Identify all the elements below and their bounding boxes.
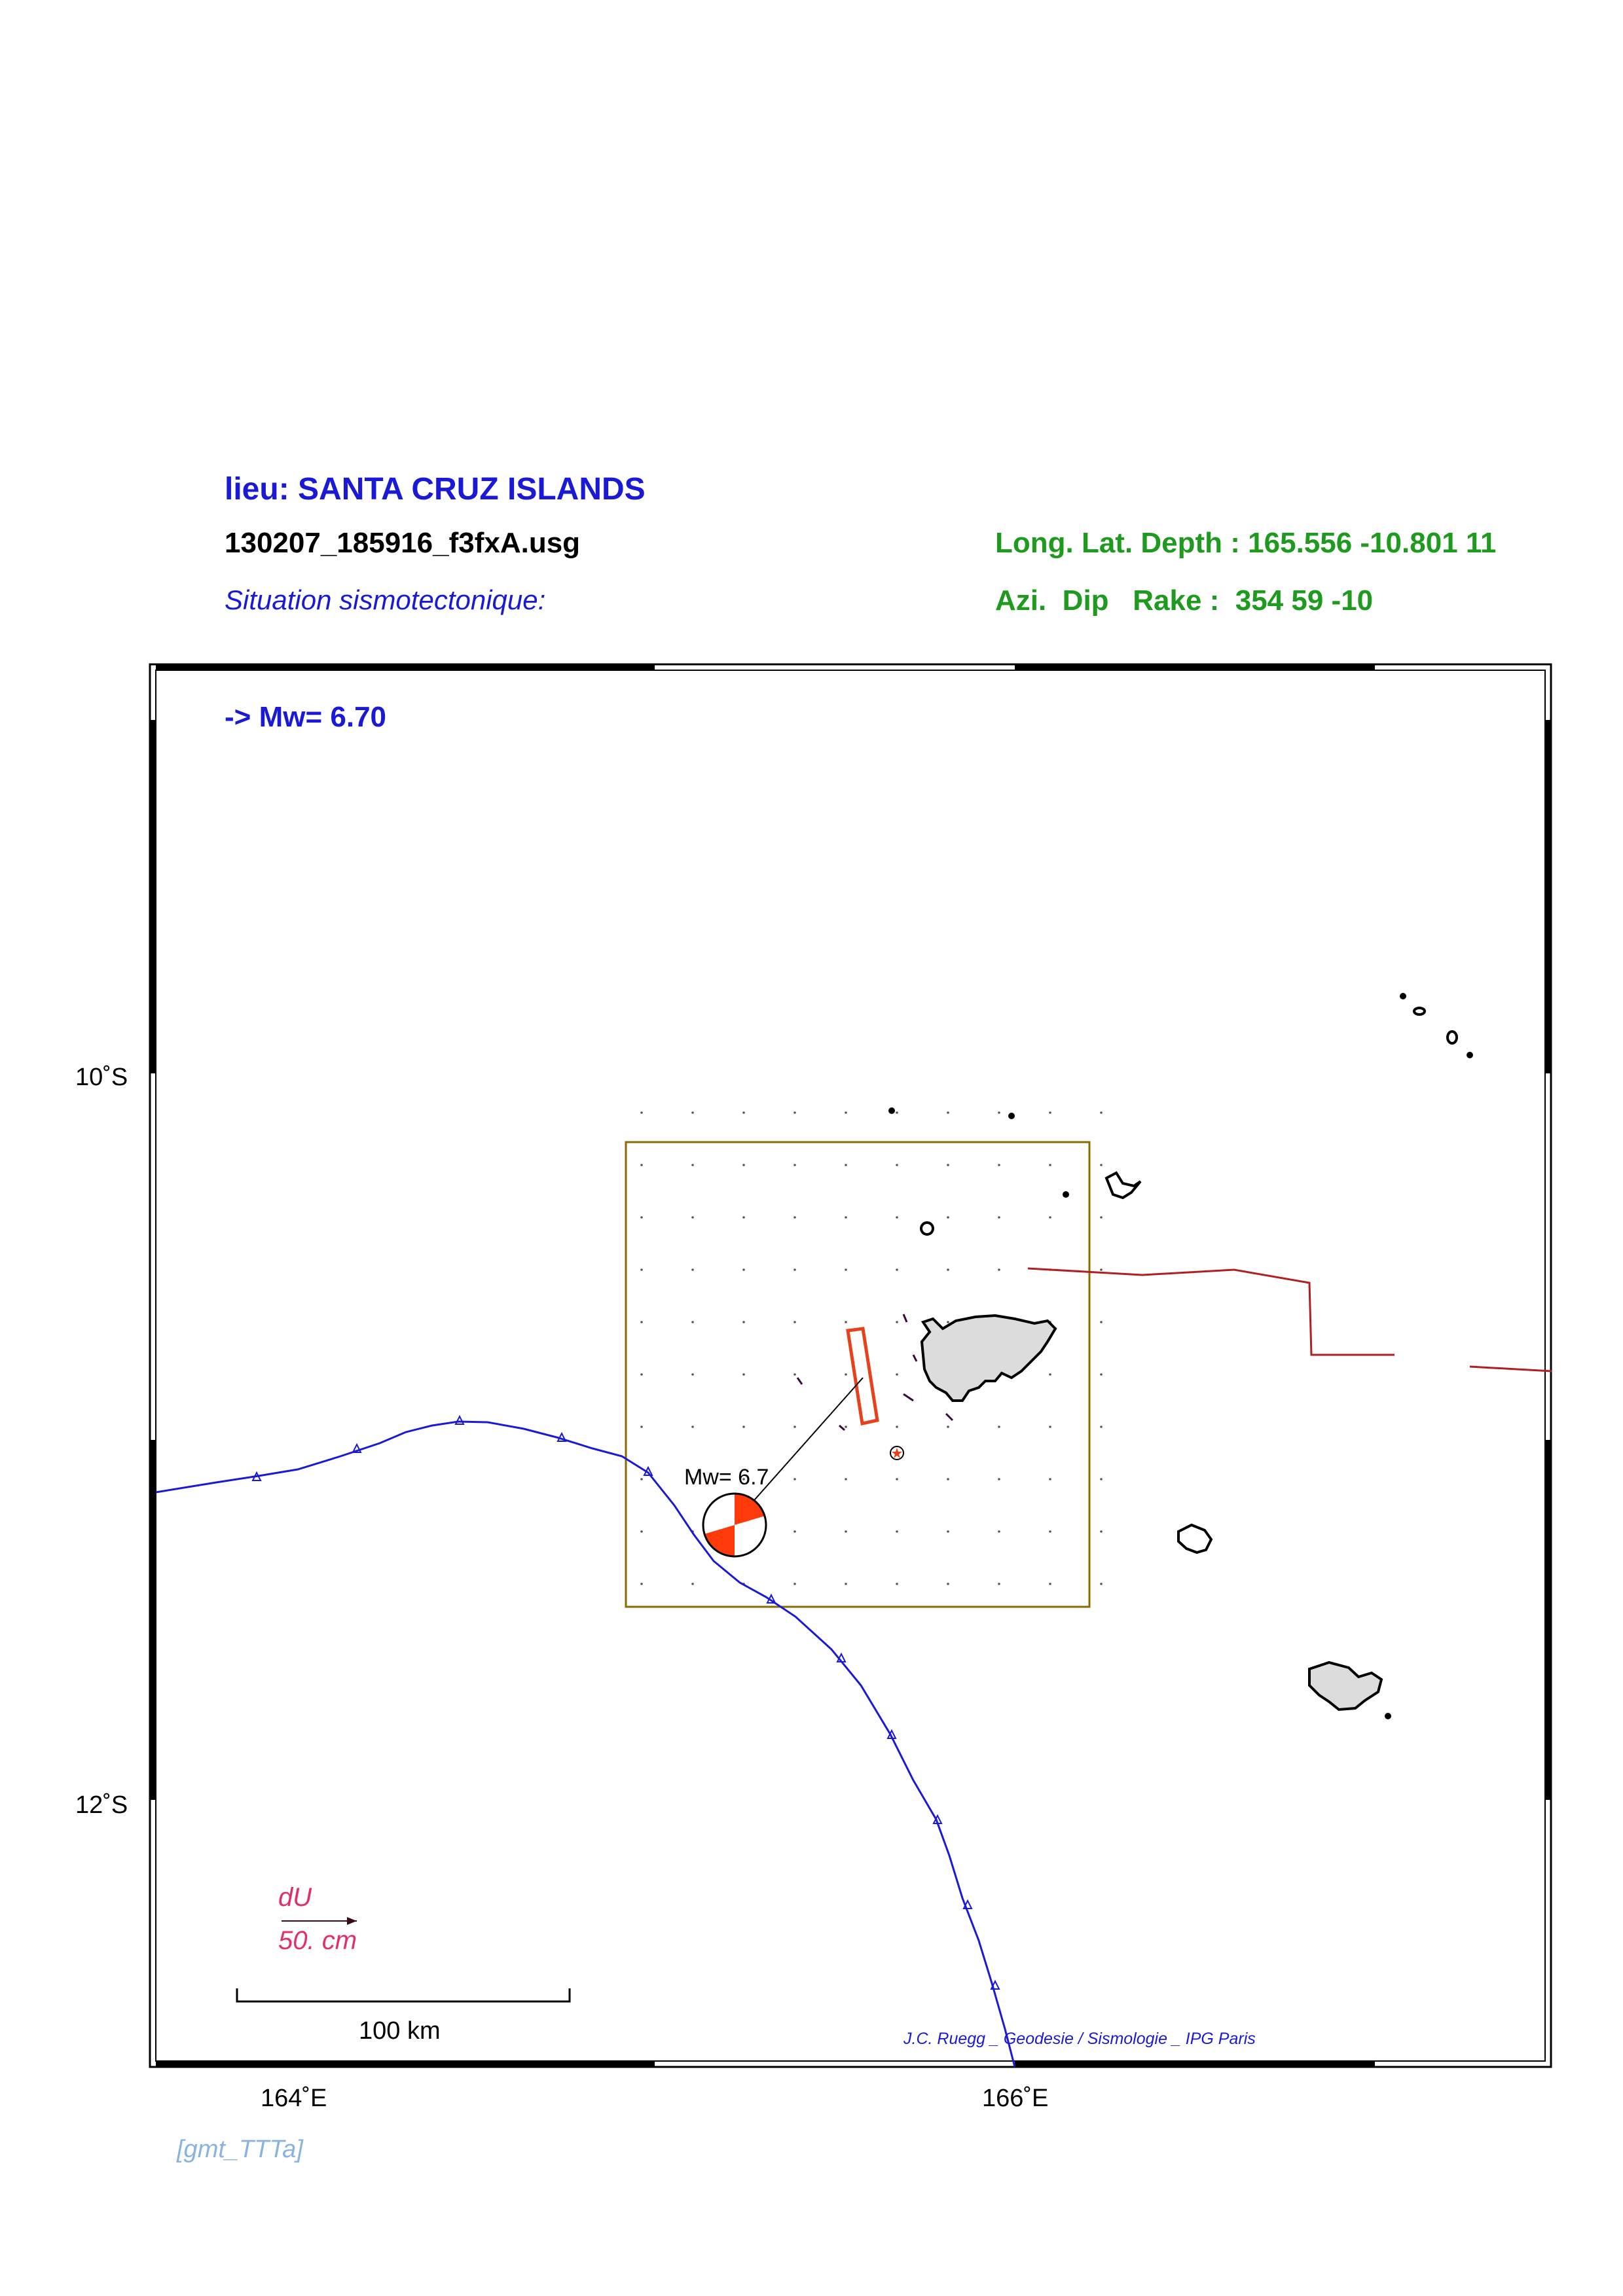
grid-point — [793, 1478, 796, 1480]
grid-point — [640, 1216, 643, 1219]
grid-point — [1100, 1164, 1103, 1166]
grid-point — [1049, 1111, 1051, 1114]
grid-point — [947, 1268, 949, 1271]
grid-point — [1100, 1111, 1103, 1114]
grid-point — [793, 1321, 796, 1323]
beachball-label: Mw= 6.7 — [684, 1465, 769, 1490]
grid-point — [793, 1530, 796, 1533]
lon-label-166e: 166˚E — [982, 2085, 1049, 2112]
grid-point — [691, 1583, 694, 1585]
grid-point — [845, 1216, 847, 1219]
grid-point — [998, 1583, 1000, 1585]
grid-point — [998, 1111, 1000, 1114]
grid-point — [742, 1426, 745, 1428]
grid-point — [896, 1426, 898, 1428]
grid-point — [742, 1164, 745, 1166]
grid-point — [1100, 1478, 1103, 1480]
grid-point — [793, 1373, 796, 1376]
displacement-vector — [946, 1414, 953, 1420]
mechanism-label: Azi. Dip Rake : 354 59 -10 — [995, 584, 1374, 617]
islet — [890, 1109, 894, 1113]
trench-triangle — [456, 1416, 464, 1424]
grid-point — [1049, 1478, 1051, 1480]
subduction-trench — [156, 1422, 1015, 2067]
grid-point — [742, 1268, 745, 1271]
islet — [1386, 1714, 1390, 1718]
grid-point — [947, 1426, 949, 1428]
displacement-vector — [797, 1378, 802, 1384]
grid-point — [1100, 1321, 1103, 1323]
utupua-island — [1178, 1525, 1211, 1552]
santa-cruz-island — [922, 1316, 1055, 1401]
grid-point — [793, 1111, 796, 1114]
grid-point — [793, 1268, 796, 1271]
grid-point — [947, 1216, 949, 1219]
ridge-line-east — [1470, 1367, 1552, 1371]
grid-point — [947, 1530, 949, 1533]
vector-component-label: dU — [278, 1883, 312, 1912]
grid-point — [793, 1583, 796, 1585]
grid-point — [896, 1478, 898, 1480]
grid-point — [640, 1426, 643, 1428]
location-title: lieu: SANTA CRUZ ISLANDS — [225, 472, 646, 507]
grid-point — [742, 1321, 745, 1323]
grid-point — [845, 1478, 847, 1480]
grid-point — [640, 1373, 643, 1376]
grid-point — [947, 1583, 949, 1585]
magnitude-label: -> Mw= 6.70 — [225, 701, 387, 733]
lat-label-12s: 12˚S — [75, 1791, 128, 1819]
grid-point — [896, 1164, 898, 1166]
displacement-vector — [913, 1355, 917, 1361]
focal-mechanism-beachball — [702, 1494, 767, 1556]
islet — [1010, 1114, 1013, 1118]
credit-label: J.C. Ruegg _ Geodesie / Sismologie _ IPG Paris — [903, 2030, 1256, 2048]
grid-point — [793, 1164, 796, 1166]
situation-label: Situation sismotectonique: — [225, 584, 546, 615]
grid-point — [845, 1111, 847, 1114]
displacement-vector — [903, 1394, 913, 1401]
grid-point — [896, 1111, 898, 1114]
grid-point — [896, 1321, 898, 1323]
lat-label-10s: 10˚S — [75, 1064, 128, 1091]
grid-point — [845, 1164, 847, 1166]
epicenter-star — [890, 1446, 903, 1460]
grid-point — [998, 1426, 1000, 1428]
grid-point — [640, 1111, 643, 1114]
islet — [1448, 1031, 1457, 1043]
grid-point — [947, 1111, 949, 1114]
grid-point — [691, 1216, 694, 1219]
grid-point — [640, 1164, 643, 1166]
grid-point — [691, 1321, 694, 1323]
grid-point — [845, 1530, 847, 1533]
scale-bar-label: 100 km — [359, 2017, 441, 2045]
fault-plane — [848, 1329, 877, 1424]
grid-point — [1100, 1373, 1103, 1376]
ridge-line — [1028, 1268, 1395, 1355]
grid-point — [691, 1111, 694, 1114]
grid-point — [1100, 1530, 1103, 1533]
grid-point — [640, 1321, 643, 1323]
grid-point — [1049, 1426, 1051, 1428]
lon-label-164e: 164˚E — [261, 2085, 327, 2112]
vector-scale-label: 50. cm — [278, 1926, 357, 1955]
islet — [1468, 1053, 1472, 1057]
grid-point — [845, 1583, 847, 1585]
grid-point — [1100, 1268, 1103, 1271]
reef-island — [1106, 1173, 1140, 1198]
grid-point — [640, 1268, 643, 1271]
grid-point — [998, 1268, 1000, 1271]
grid-point — [998, 1164, 1000, 1166]
islet — [1401, 994, 1405, 998]
grid-point — [1049, 1583, 1051, 1585]
grid-point — [691, 1373, 694, 1376]
grid-point — [640, 1530, 643, 1533]
grid-point — [793, 1216, 796, 1219]
filename-label: 130207_185916_f3fxA.usg — [225, 527, 581, 559]
grid-point — [845, 1373, 847, 1376]
grid-point — [998, 1478, 1000, 1480]
grid-point — [742, 1373, 745, 1376]
islet — [921, 1223, 933, 1234]
islands — [890, 994, 1472, 1718]
grid-point — [742, 1216, 745, 1219]
grid-point — [998, 1216, 1000, 1219]
grid-point — [691, 1268, 694, 1271]
grid-point — [896, 1530, 898, 1533]
islet — [1064, 1193, 1068, 1196]
grid-point — [896, 1216, 898, 1219]
grid-point — [1049, 1373, 1051, 1376]
grid-point — [793, 1426, 796, 1428]
grid-point — [1100, 1216, 1103, 1219]
grid-point — [640, 1478, 643, 1480]
gmt-tag: [gmt_TTTa] — [177, 2136, 303, 2163]
grid-point — [691, 1426, 694, 1428]
vector-scale-legend — [278, 1883, 357, 1955]
displacement-vector — [903, 1314, 907, 1322]
grid-point — [998, 1530, 1000, 1533]
hypocenter-label: Long. Lat. Depth : 165.556 -10.801 11 — [995, 527, 1497, 559]
displacement-vector — [839, 1426, 845, 1430]
grid-point — [947, 1321, 949, 1323]
grid-point — [947, 1478, 949, 1480]
distance-scale-bar — [237, 1988, 570, 2045]
grid-point — [1100, 1426, 1103, 1428]
grid-point — [1100, 1583, 1103, 1585]
map-frame — [150, 664, 1551, 2067]
grid-point — [845, 1426, 847, 1428]
grid-point — [896, 1373, 898, 1376]
vanikoro-island — [1309, 1662, 1381, 1710]
grid-point — [742, 1111, 745, 1114]
grid-point — [947, 1164, 949, 1166]
grid-point — [896, 1583, 898, 1585]
grid-point — [1049, 1530, 1051, 1533]
grid-point — [691, 1164, 694, 1166]
islet — [1414, 1008, 1425, 1014]
grid-point — [845, 1321, 847, 1323]
grid-point — [1049, 1216, 1051, 1219]
grid-point — [640, 1583, 643, 1585]
grid-point — [1049, 1164, 1051, 1166]
grid-point — [896, 1268, 898, 1271]
grid-point — [845, 1268, 847, 1271]
